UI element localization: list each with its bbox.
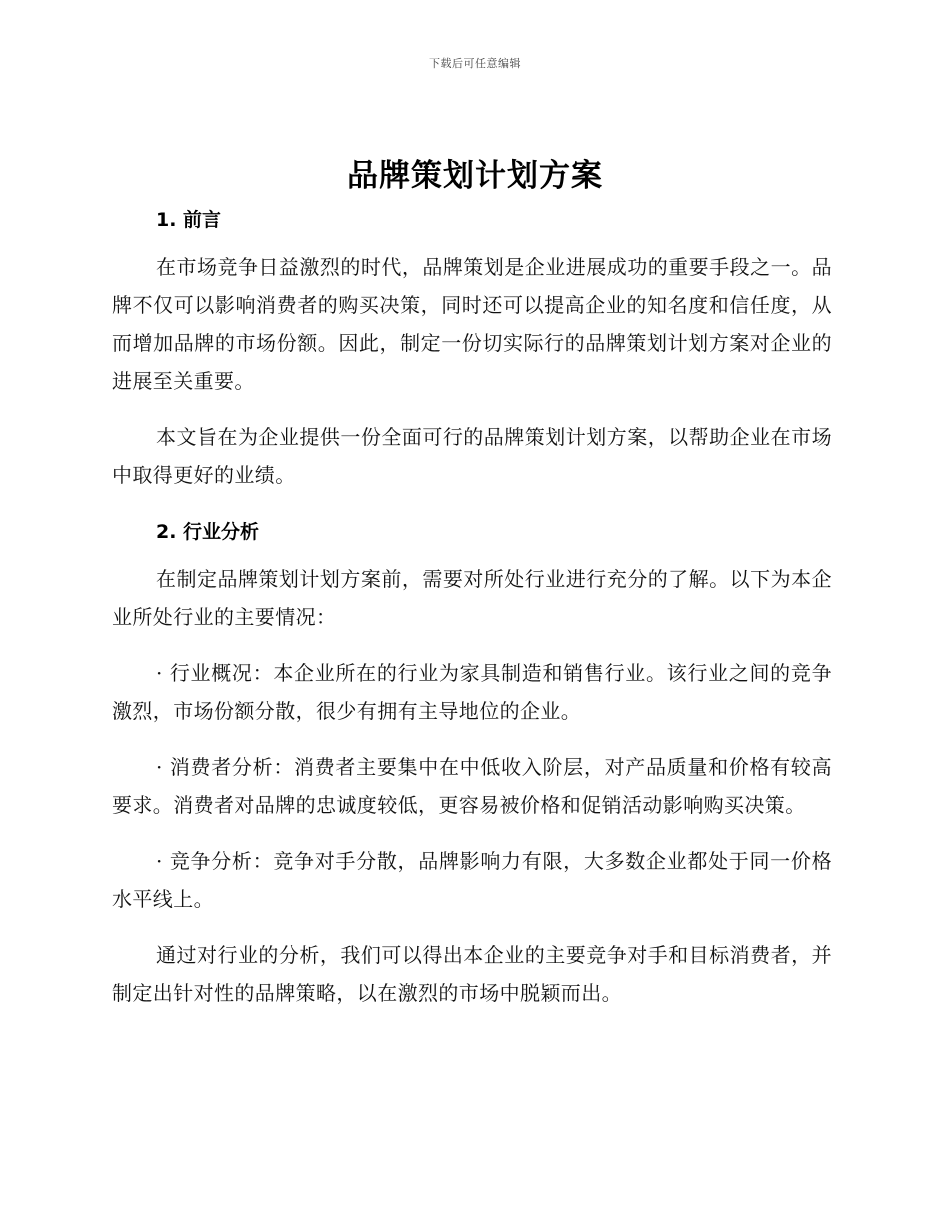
document-body <box>112 200 832 1012</box>
paragraph: 在市场竞争日益激烈的时代，品牌策划是企业进展成功的重要手段之一。品牌不仅可以影响消费者的购买决策，同时还可以提高企业的知名度和信任度，从而增加品牌的市场份额。因此，制定一份切实际行的品牌策划计划方案对企业的进展至关重要。 <box>112 255 832 393</box>
header-note: 下载后可任意编辑 <box>429 57 521 70</box>
paragraph: 本文旨在为企业提供一份全面可行的品牌策划计划方案，以帮助企业在市场中取得更好的业绩。 <box>112 425 832 487</box>
section-heading-industry-analysis: 2. 行业分析 <box>156 521 260 543</box>
bullet-item: · 竞争分析：竞争对手分散，品牌影响力有限，大多数企业都处于同一价格水平线上。 <box>112 849 832 911</box>
document-title: 品牌策划计划方案 <box>347 158 603 194</box>
paragraph: 通过对行业的分析，我们可以得出本企业的主要竞争对手和目标消费者，并制定出针对性的品牌策略，以在激烈的市场中脱颖而出。 <box>112 943 832 1005</box>
section-heading-preface: 1. 前言 <box>156 209 222 231</box>
paragraph: 在制定品牌策划计划方案前，需要对所处行业进行充分的了解。以下为本企业所处行业的主要情况： <box>112 567 832 629</box>
bullet-item: · 消费者分析：消费者主要集中在中低收入阶层，对产品质量和价格有较高要求。消费者对品牌的忠诚度较低，更容易被价格和促销活动影响购买决策。 <box>112 755 832 817</box>
bullet-item: · 行业概况：本企业所在的行业为家具制造和销售行业。该行业之间的竞争激烈，市场份额分散，很少有拥有主导地位的企业。 <box>112 661 832 723</box>
